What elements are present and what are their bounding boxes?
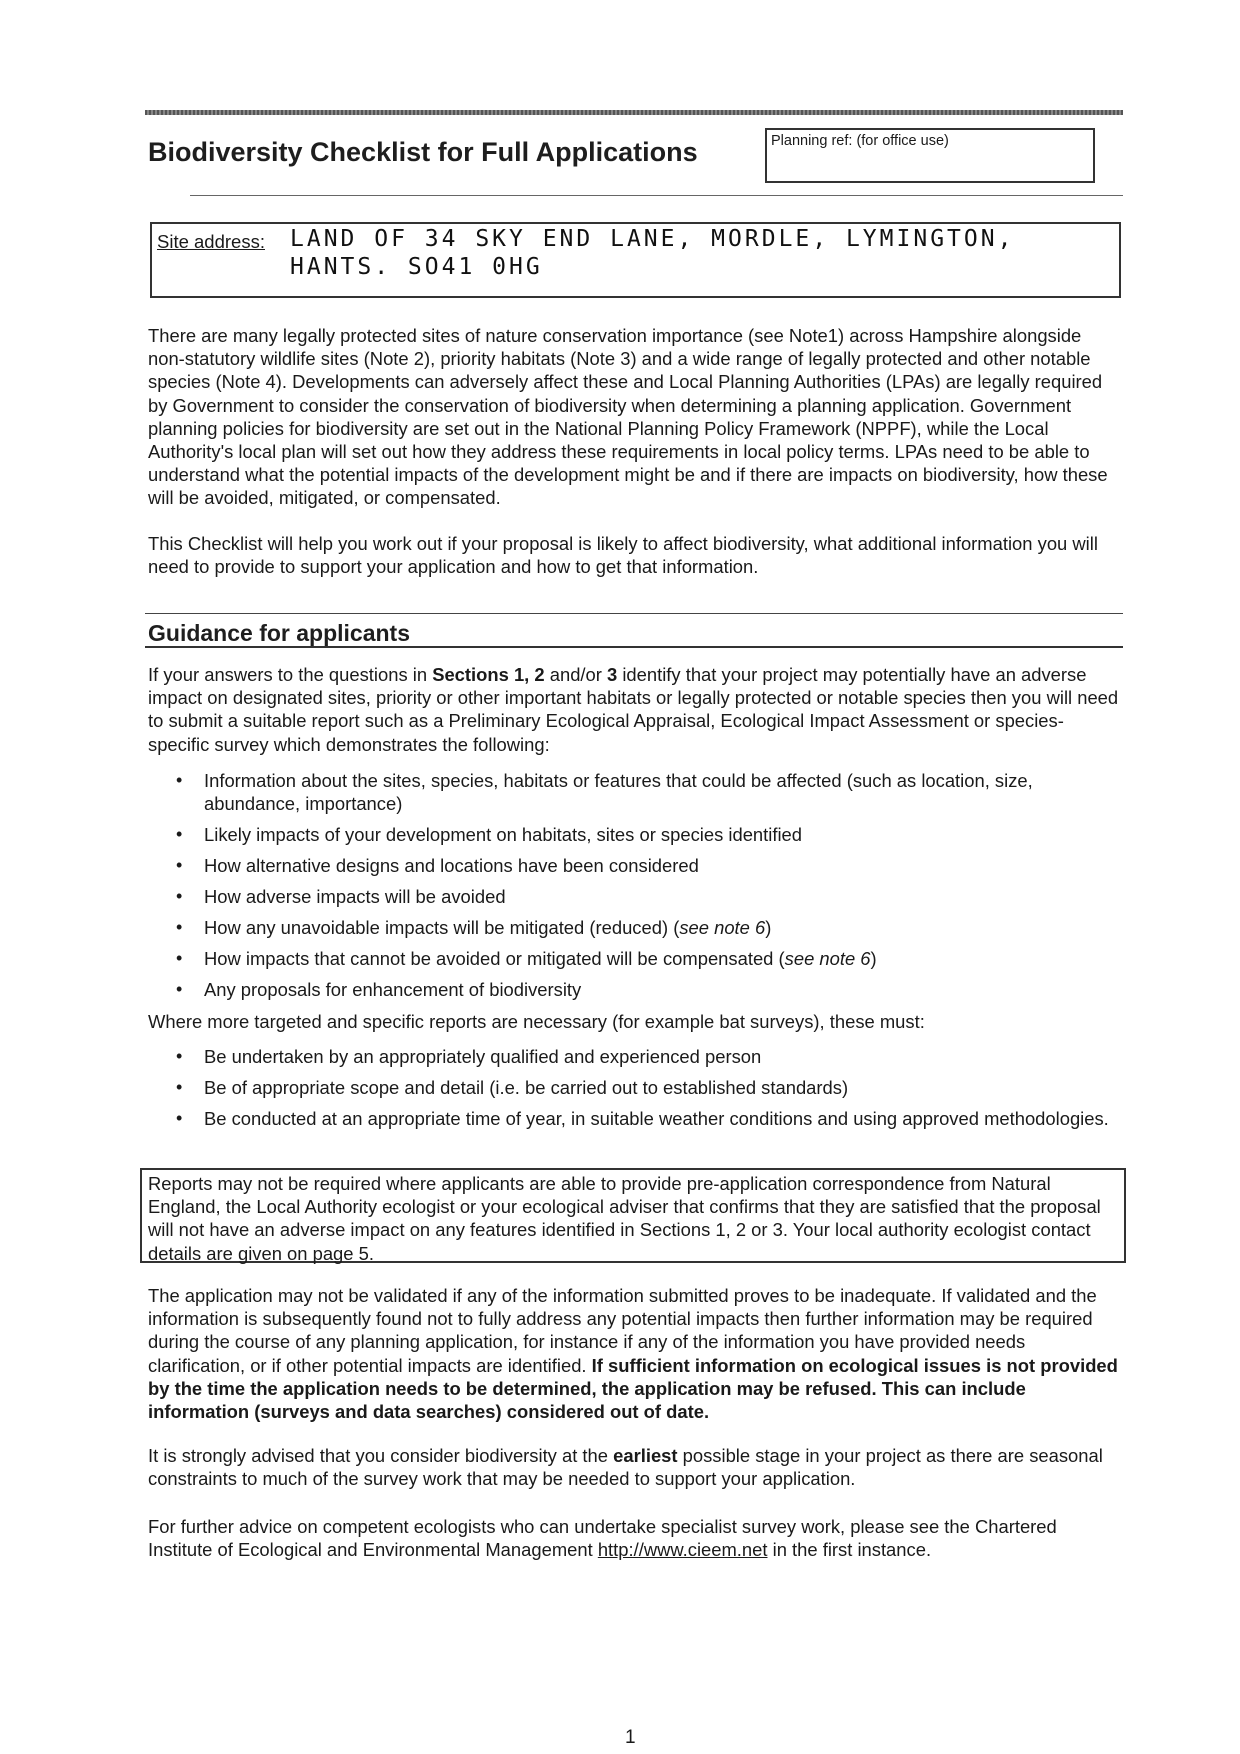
list-item: [148, 1107, 1128, 1130]
list-item: [148, 916, 1128, 939]
guidance-intro-text-a: If your answers to the questions in: [148, 664, 433, 685]
list-item-text: How adverse impacts will be avoided: [204, 886, 506, 908]
bullet-icon: •: [176, 770, 183, 790]
list-item: [148, 823, 1128, 846]
see-note-6: see note 6: [784, 948, 871, 970]
list-item: [148, 769, 1128, 815]
advice-bold-earliest: earliest: [613, 1445, 678, 1466]
page-title: Biodiversity Checklist for Full Applications: [148, 137, 698, 167]
list-item: [148, 1076, 1128, 1099]
list-item-text: Be conducted at an appropriate time of year, in suitable weather conditions and using approved methodologies.: [204, 1108, 1109, 1129]
advice-paragraph: [148, 1444, 1123, 1490]
validation-text: The application may not be validated if any of the information submitted proves to be inadequate. If validated and the information is subsequently found not to fully address any potential impacts then further information may be required during the course of any planning application, for instance if any of the information you have provided needs clarification, or if other potential impacts are identified.: [148, 1285, 1097, 1376]
list-item: [148, 854, 1128, 877]
planning-ref-box: [765, 128, 1095, 183]
list-item-text: Be undertaken by an appropriately qualified and experienced person: [204, 1046, 762, 1067]
list-item-text: Be of appropriate scope and detail (i.e. be carried out to established standards): [204, 1077, 849, 1098]
further-advice-text-a: For further advice on competent ecologists who can undertake specialist survey work, please see the Chartered Institute of Ecological and Environmental Management: [148, 1516, 1057, 1561]
bullet-icon: •: [176, 855, 183, 876]
top-rule: [145, 110, 1123, 115]
site-address-label: Site address:: [157, 231, 265, 252]
list-item: [148, 978, 1128, 1001]
intro-paragraph: There are many legally protected sites of nature conservation importance (see Note1) across Hampshire alongside non-statutory wildlife sites (Note 2), priority habitats (Note 3) and a wide range of legally protected and other notable species (Note 4). Developments can adversely affect these and Local Planning Authorities (LPAs) are legally required by Government to consider the conservation of biodiversity when determining a planning application. Government planning policies for biodiversity are set out in the National Planning Policy Framework (NPPF), while the Local Authority's local plan will set out how they address these requirements in local policy terms. LPAs need to be able to understand what the potential impacts of the development might be and if there are impacts on biodiversity, how these will be avoided, mitigated, or compensated.: [148, 325, 1108, 509]
planning-ref-label: Planning ref: (for office use): [771, 133, 949, 149]
targeted-reports-list: [148, 1045, 1128, 1138]
targeted-reports-text: Where more targeted and specific reports are necessary (for example bat surveys), these must:: [148, 1011, 925, 1032]
guidance-intro-bold-sections: Sections 1, 2: [432, 664, 545, 685]
validation-warning: If sufficient information on ecological issues is not provided by the time the application needs to be determined, the application may be refused. This can include information (surveys and data searches) considered out of date.: [148, 1354, 1118, 1423]
reports-exemption-box: [140, 1168, 1126, 1263]
advice-text-b: possible stage in your project as there are seasonal constraints to much of the survey work that may be needed to support your application.: [148, 1445, 1103, 1490]
list-item: [148, 947, 1128, 970]
section-rule-bottom: [145, 646, 1123, 648]
advice-text-a: It is strongly advised that you consider biodiversity at the: [148, 1445, 614, 1466]
further-advice-paragraph: [148, 1515, 1123, 1561]
section-rule-top: [145, 613, 1123, 614]
site-address-handwritten-line-1: LAND OF 34 SKY END LANE, MORDLE, LYMINGTON,: [290, 226, 1015, 252]
site-address-box: [150, 222, 1121, 298]
close-paren: ): [870, 948, 877, 970]
cieem-link[interactable]: http://www.cieem.net: [597, 1539, 768, 1561]
bullet-icon: •: [176, 979, 183, 1000]
list-item-text: Any proposals for enhancement of biodiversity: [204, 979, 582, 1001]
guidance-intro-text-c: identify that your project may potentially have an adverse impact on designated sites, priority or other important habitats or legally protected or notable species then you will need to submit a suitable report such as a Preliminary Ecological Appraisal, Ecological Impact Assessment or species-specific survey which demonstrates the following:: [148, 664, 1119, 755]
list-item: [148, 885, 1128, 908]
guidance-intro-bold-3: 3: [607, 664, 618, 685]
list-item-text: Information about the sites, species, habitats or features that could be affected (such as location, size, abundance, importance): [204, 770, 1033, 815]
bullet-icon: •: [176, 886, 183, 907]
bullet-icon: •: [176, 824, 183, 845]
bullet-icon: •: [176, 1046, 183, 1066]
see-note-6: see note 6: [679, 917, 766, 939]
reports-exemption-text: Reports may not be required where applicants are able to provide pre-application correspondence from Natural England, the Local Authority ecologist or your ecological adviser that confirms that they are satisfied that the proposal will not have an adverse impact on any features identified in Sections 1, 2 or 3. Your local authority ecologist contact details are given on page 5.: [148, 1173, 1101, 1264]
list-item-text: How impacts that cannot be avoided or mitigated will be compensated (: [204, 948, 785, 970]
list-item-text: How alternative designs and locations have been considered: [204, 855, 699, 877]
guidance-heading: Guidance for applicants: [148, 620, 410, 646]
header-divider: [190, 195, 1123, 196]
list-item: [148, 1045, 1128, 1068]
guidance-intro-paragraph: [148, 663, 1123, 756]
site-address-handwritten-line-2: HANTS. SO41 0HG: [290, 254, 543, 280]
bullet-icon: •: [176, 1077, 183, 1097]
bullet-icon: •: [176, 1108, 183, 1128]
bullet-icon: •: [176, 917, 183, 938]
page-number: 1: [625, 1727, 636, 1748]
checklist-purpose-paragraph: This Checklist will help you work out if your proposal is likely to affect biodiversity, what additional information you will need to provide to support your application and how to get that information.: [148, 533, 1098, 578]
list-item-text: Likely impacts of your development on habitats, sites or species identified: [204, 824, 803, 846]
bullet-icon: •: [176, 948, 183, 969]
report-requirements-list: [148, 769, 1128, 1009]
further-advice-text-b: in the first instance.: [767, 1539, 932, 1561]
close-paren: ): [765, 917, 772, 939]
guidance-intro-text-b: and/or: [544, 664, 607, 685]
list-item-text: How any unavoidable impacts will be mitigated (reduced) (: [204, 917, 680, 939]
validation-paragraph: [148, 1284, 1123, 1423]
